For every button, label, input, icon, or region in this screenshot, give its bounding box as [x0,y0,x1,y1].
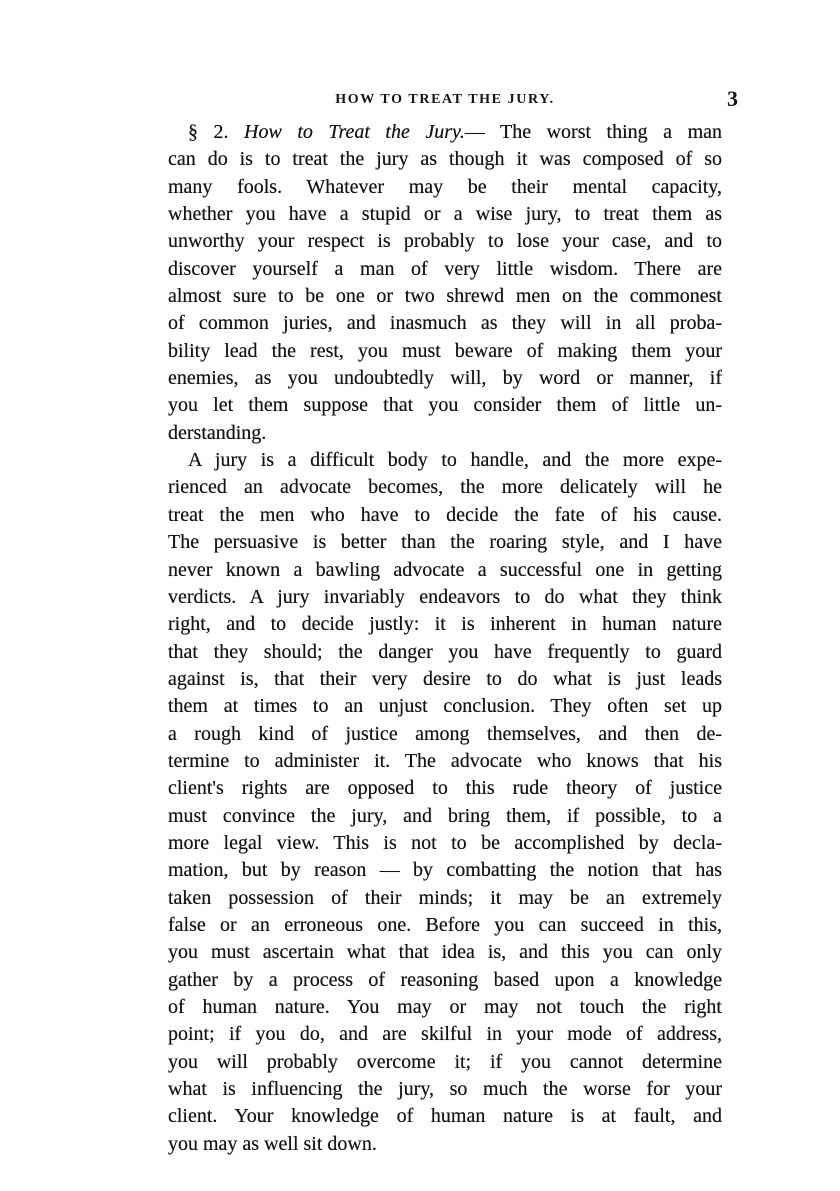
text-line: whether you have a stupid or a wise jury, to treat them as [168,203,722,226]
paragraph-1 [168,146,722,447]
text-line: a rough kind of justice among themselves, and then de- [168,722,722,745]
text-line: almost sure to be one or two shrewd men on the commonest [168,285,722,308]
text-line: can do is to treat the jury as though it was composed of so [168,148,722,171]
text-line: client's rights are opposed to this rude theory of justice [168,777,722,800]
text-line: of human nature. You may or may not touch the right [168,996,722,1018]
page-header [168,86,738,112]
paragraph-2 [168,447,722,1158]
text-line: rienced an advocate becomes, the more delicately will he [168,476,722,499]
text-line: never known a bawling advocate a successful one in getting [168,558,722,581]
section-title: How to Treat the Jury. [244,121,465,143]
text-line: treat the men who have to decide the fate of his cause. [168,503,722,526]
text-line: you must ascertain what that idea is, and this you can only [168,941,722,964]
text-line: gather by a process of reasoning based upon a knowledge [168,968,722,991]
text-line: against is, that their very desire to do what is just leads [168,667,722,690]
text-line: must convince the jury, and bring them, if possible, to a [168,804,722,827]
text-line: many fools. Whatever may be their mental capacity, [168,175,722,198]
text-line: bility lead the rest, you must beware of making them your [168,339,722,362]
text-line: taken possession of their minds; it may be an extremely [168,886,722,909]
text-line: that they should; the danger you have frequently to guard [168,640,722,663]
text-line: derstanding. [168,421,267,444]
text-line: client. Your knowledge of human nature is at fault, and [168,1105,722,1128]
section-heading-line [168,119,722,146]
text-line: point; if you do, and are skilful in your mode of address, [168,1023,722,1046]
page-number: 3 [727,86,738,111]
text-line: The persuasive is better than the roaring style, and I have [168,531,722,554]
text-line: you let them suppose that you consider them of little un- [168,394,722,417]
text-line: of common juries, and inasmuch as they will in all proba- [168,312,722,335]
text-line: discover yourself a man of very little wisdom. There are [168,257,722,280]
text-line: right, and to decide justly: it is inherent in human nature [168,613,722,636]
text-line: you may as well sit down. [168,1132,377,1155]
text-line: false or an erroneous one. Before you can succeed in this, [168,913,722,936]
section-number: § 2. [188,121,245,143]
text-line: enemies, as you undoubtedly will, by word or manner, if [168,367,722,390]
text-line: them at times to an unjust conclusion. They often set up [168,695,722,718]
page-body [168,119,722,1158]
text-line: unworthy your respect is probably to lose your case, and to [168,230,722,253]
text-line: you will probably overcome it; if you cannot determine [168,1050,722,1073]
running-title: HOW TO TREAT THE JURY. [335,92,555,107]
text-line: mation, but by reason — by combatting the notion that has [168,859,722,882]
text-line: more legal view. This is not to be accomplished by decla- [168,831,722,854]
text-line: A jury is a difficult body to handle, and the more expe- [188,449,722,472]
text-line: termine to administer it. The advocate who knows that his [168,749,722,772]
text-line: — The worst thing a man [464,121,722,143]
text-line: what is influencing the jury, so much the worse for your [168,1078,722,1101]
text-line: verdicts. A jury invariably endeavors to do what they think [168,585,722,608]
